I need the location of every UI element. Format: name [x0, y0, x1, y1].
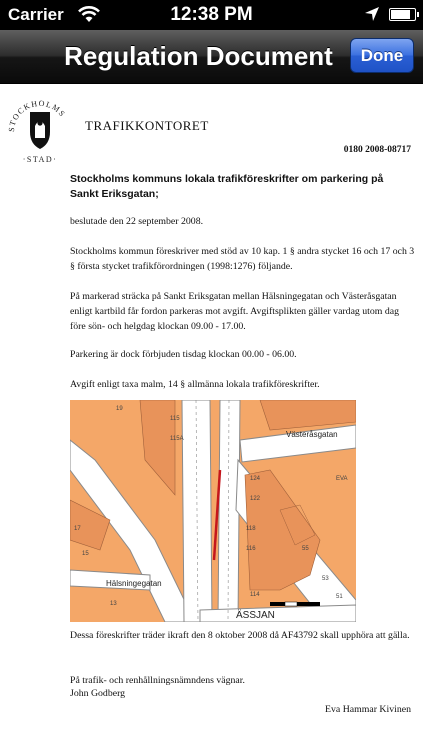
paragraph: Stockholms kommun föreskriver med stöd av 10 kap. 1 § andra stycket 16 och 17 och 3 § första stycket trafikförordningen (1998:1276) följande.	[70, 246, 415, 272]
map-number: 116	[246, 546, 256, 552]
clock: 12:38 PM	[170, 4, 253, 25]
effective-date-text: Dessa föreskrifter träder ikraft den 8 oktober 2008 då AF43792 skall upphöra att gälla.	[70, 630, 410, 641]
battery-icon	[389, 8, 416, 21]
battery-level	[391, 10, 410, 19]
map-label: ÄSSJAN	[236, 610, 275, 621]
stockholm-seal-logo	[4, 92, 76, 164]
map-number: 115A	[170, 436, 184, 442]
map-number: 115	[170, 416, 180, 422]
page-title: Regulation Document	[64, 41, 333, 71]
paragraph: beslutade den 22 september 2008.	[70, 216, 204, 227]
map-number: 124	[250, 476, 261, 482]
map-number: 19	[116, 406, 123, 412]
done-button[interactable]: Done	[350, 38, 414, 73]
map-number: 122	[250, 496, 261, 502]
signer-left: John Godberg	[70, 688, 126, 699]
map-label: Västeråsgatan	[286, 430, 338, 439]
svg-text:·STAD·: ·STAD·	[22, 155, 58, 164]
document-viewer[interactable]	[0, 84, 423, 750]
paragraph: På markerad sträcka på Sankt Eriksgatan mellan Hälsningegatan och Västeråsgatan enligt kartbild får fordon parkeras mot avgift. Avgiftsplikten gäller vardag utom dag före sön- och helgdag klockan 09.00 - 17.00.	[70, 291, 400, 332]
map-number: 53	[322, 576, 329, 582]
document-title: Stockholms kommuns lokala trafikföreskrifter om parkering på Sankt Eriksgatan;	[70, 173, 384, 200]
location-arrow-icon	[364, 6, 380, 22]
navigation-bar	[0, 30, 423, 84]
map-number: 114	[250, 592, 260, 598]
paragraph: Parkering är dock förbjuden tisdag klockan 00.00 - 06.00.	[70, 349, 297, 360]
svg-text:STOCKHOLMS: STOCKHOLMS	[6, 98, 68, 133]
map-number: EVA	[336, 476, 348, 482]
map-number: 17	[74, 526, 81, 532]
carrier-label: Carrier	[8, 5, 64, 24]
map-number: 118	[246, 526, 256, 532]
reference-number: 0180 2008-08717	[343, 145, 411, 155]
signer-right: Eva Hammar Kivinen	[325, 704, 411, 715]
status-bar	[0, 0, 423, 30]
regulation-map	[70, 400, 356, 622]
map-label: Hälsningegatan	[106, 579, 162, 588]
department-name: TRAFIKKONTORET	[85, 118, 209, 133]
map-number: 55	[302, 546, 309, 552]
map-number: 13	[110, 601, 117, 607]
map-number: 51	[336, 594, 343, 600]
on-behalf-text: På trafik- och renhållningsnämndens vägnar.	[70, 675, 245, 686]
map-number: 15	[82, 551, 89, 557]
paragraph: Avgift enligt taxa malm, 14 § allmänna lokala trafikföreskrifter.	[70, 379, 320, 390]
